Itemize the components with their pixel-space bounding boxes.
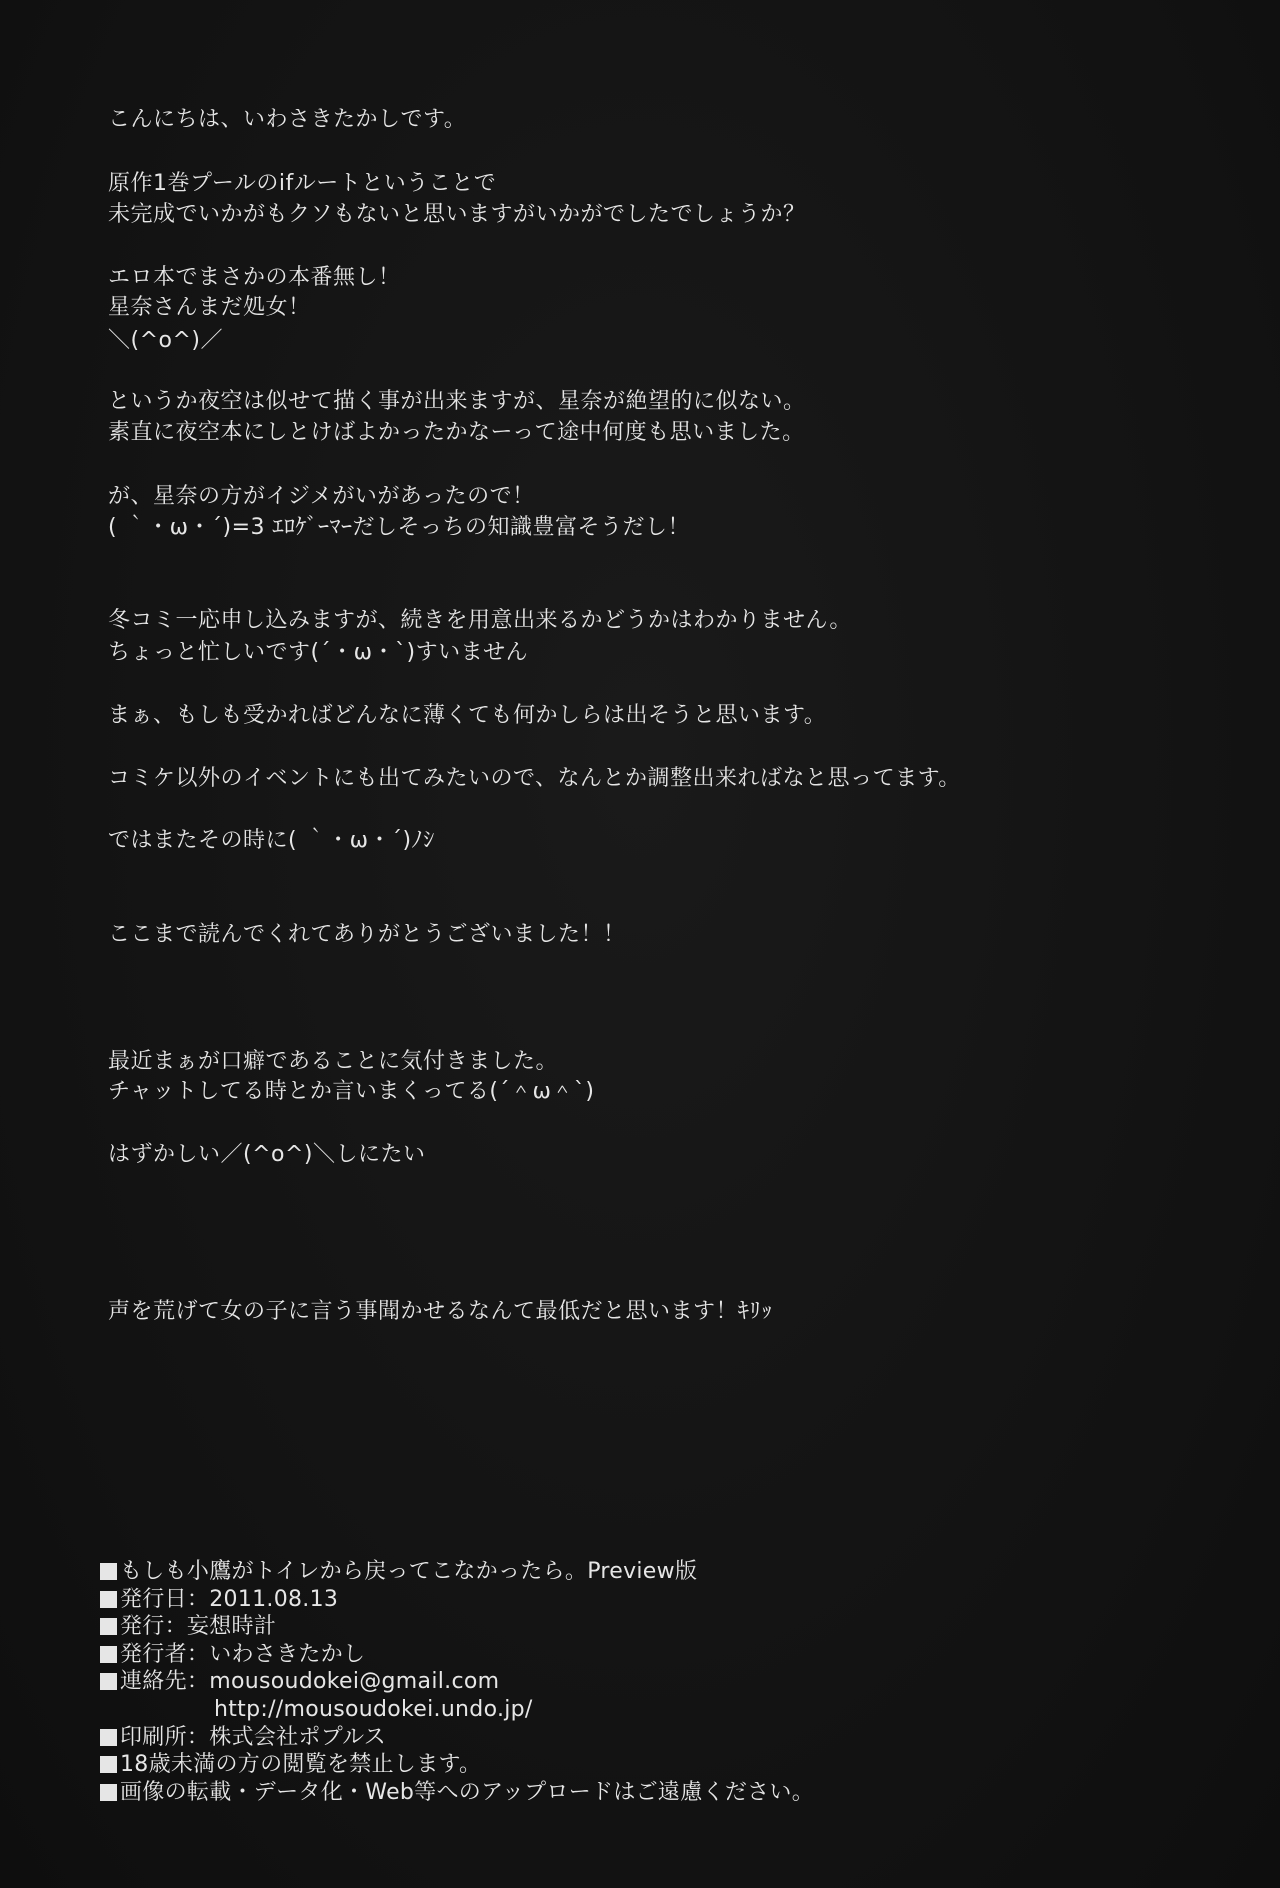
separator: ： [186, 1724, 210, 1750]
message-line: が、星奈の方がイジメがいがあったので！ [108, 484, 535, 509]
colophon-upload-notice-row [98, 1779, 814, 1807]
bullet-square-icon [100, 1784, 117, 1801]
publisher-label: 発行 [120, 1614, 165, 1640]
contact-url: http://mousoudokei.undo.jp/ [214, 1696, 533, 1722]
thanks-line: ここまで読んでくれてありがとうございました！！ [108, 922, 626, 947]
message-line: 原作1巻プールのifルートということで [108, 171, 497, 196]
publish-date: 2011.08.13 [209, 1586, 339, 1612]
colophon-issuer-row [98, 1641, 814, 1669]
colophon-publisher-row [98, 1613, 814, 1641]
message-line: ( ｀・ω・´)=3 ｴﾛｹﾞｰﾏｰだしそっちの知識豊富そうだし！ [108, 515, 691, 540]
bullet-square-icon [100, 1729, 117, 1746]
colophon-title-row [98, 1558, 814, 1586]
message-line: 声を荒げて女の子に言う事聞かせるなんて最低だと思います！ｷﾘｯ [108, 1299, 773, 1324]
bullet-square-icon [100, 1673, 117, 1690]
colophon-url-row [98, 1696, 814, 1724]
message-line: ちょっと忙しいです(´・ω・`)すいません [108, 640, 529, 665]
separator: ： [186, 1641, 210, 1667]
message-line: チャットしてる時とか言いまくってる(´＾ω＾`) [108, 1079, 595, 1104]
message-line: 冬コミ一応申し込みますが、続きを用意出来るかどうかはわかりません。 [108, 608, 852, 633]
greeting-line: こんにちは、いわさきたかしです。 [108, 107, 467, 132]
colophon-date-row [98, 1586, 814, 1614]
bullet-square-icon [100, 1591, 117, 1608]
contact-label: 連絡先 [120, 1669, 187, 1695]
message-line: エロ本でまさかの本番無し！ [108, 265, 401, 290]
contact-email: mousoudokei@gmail.com [209, 1669, 500, 1695]
message-line: まぁ、もしも受かればどんなに薄くても何かしらは出そうと思います。 [108, 703, 827, 728]
message-line: 星奈さんまだ処女！ [108, 295, 311, 320]
separator: ： [186, 1586, 210, 1612]
colophon [98, 1558, 814, 1806]
bullet-square-icon [100, 1756, 117, 1773]
issuer-label: 発行者 [120, 1641, 187, 1667]
book-title: もしも小鷹がトイレから戻ってこなかったら。Preview版 [120, 1559, 698, 1584]
publisher-name: 妄想時計 [186, 1614, 277, 1640]
message-line: というか夜空は似せて描く事が出来ますが、星奈が絶望的に似ない。 [108, 389, 806, 414]
message-line: ＼(^o^)／ [108, 328, 223, 353]
message-line: コミケ以外のイベントにも出てみたいので、なんとか調整出来ればなと思ってます。 [108, 766, 961, 791]
upload-notice: 画像の転載・データ化・Web等へのアップロードはご遠慮ください。 [120, 1779, 815, 1805]
colophon-contact-row [98, 1668, 814, 1696]
bullet-square-icon [100, 1618, 117, 1635]
message-line: 最近まぁが口癖であることに気付きました。 [108, 1049, 559, 1074]
age-notice: 18歳未満の方の閲覧を禁止します。 [120, 1752, 482, 1778]
printer-name: 株式会社ポプルス [209, 1724, 387, 1750]
bullet-square-icon [100, 1563, 117, 1580]
colophon-age-notice-row [98, 1751, 814, 1779]
message-line: 未完成でいかがもクソもないと思いますがいかがでしたでしょうか？ [108, 202, 806, 227]
separator: ： [164, 1614, 187, 1640]
message-line: 素直に夜空本にしとけばよかったかなーって途中何度も思いました。 [108, 420, 805, 445]
bullet-square-icon [100, 1646, 117, 1663]
message-line: はずかしい／(^o^)＼しにたい [108, 1142, 426, 1167]
date-label: 発行日 [120, 1586, 187, 1612]
message-line: ではまたその時に( ｀・ω・´)ﾉｼ [108, 828, 435, 853]
printer-label: 印刷所 [120, 1724, 187, 1750]
issuer-name: いわさきたかし [209, 1641, 366, 1667]
separator: ： [186, 1669, 210, 1695]
colophon-printer-row [98, 1724, 814, 1752]
